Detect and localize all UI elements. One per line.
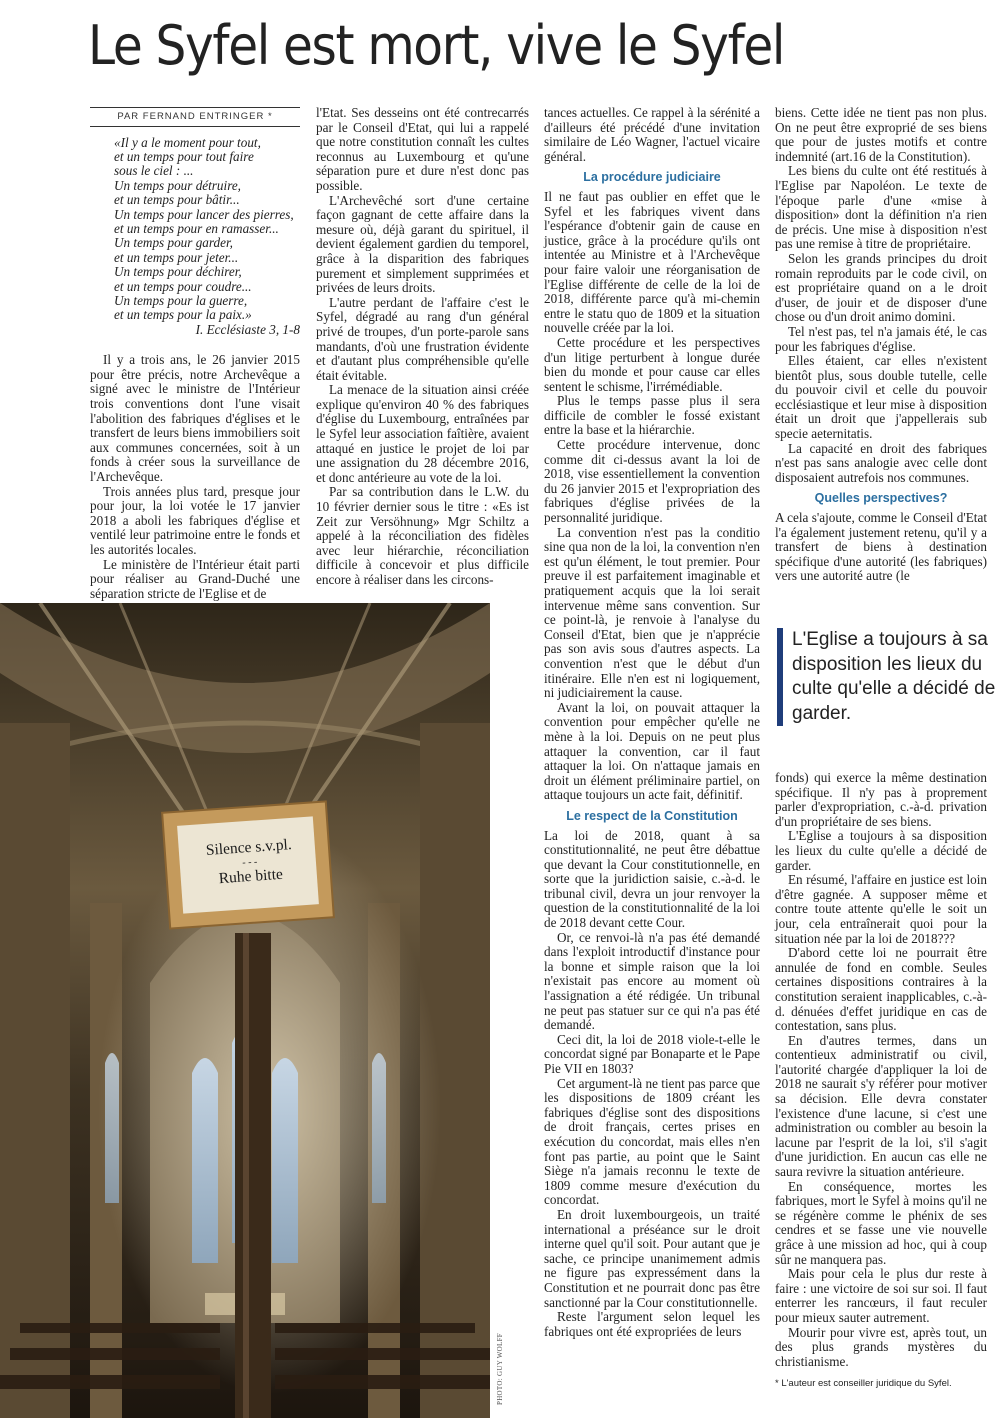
column-3 xyxy=(544,106,760,1339)
paragraph: biens. Cette idée ne tient pas non plus. On ne peut être exproprié de ses biens que pour de justes motifs et contre indemnité (art.16 de la Constitution). xyxy=(775,105,987,164)
column-4-bottom xyxy=(775,771,987,1392)
paragraph: Cette procédure et les perspectives d'un litige perturbent à longue durée bien du monde et pour cause car elles sentent le schisme, l'irrémédiable. xyxy=(544,334,760,394)
paragraph: La menace de la situation ainsi créée explique qu'environ 40 % des fabriques d'église du Luxembourg, entraînées par le Syfel leur association faîtière, avaient attaqué en justice le projet de loi par une assignation du 28 décembre 2016, et donc antérieure au vote de la loi. xyxy=(316,382,529,485)
sign-line-2: - - - xyxy=(241,856,258,869)
poem-line: et un temps pour tout faire xyxy=(114,149,254,164)
section-heading: Quelles perspectives? xyxy=(814,491,948,506)
paragraph: L'autre perdant de l'affaire c'est le Syfel, dégradé au rang d'un général privé de troupes, d'un porte-parole sans mandants, d'où une frustration évidente et d'autant plus compréhensible qu'elle était évitable. xyxy=(316,294,529,383)
paragraph: L'Eglise a toujours à sa disposition les lieux du culte qu'elle a décidé de garder. xyxy=(775,828,987,873)
poem-line: sous le ciel : ... xyxy=(114,163,194,179)
paragraph: L'Archevêché sort d'une certaine façon gagnant de cette affaire dans la mesure où, déjà garant du spirituel, il devient également gardien du temporel, grâce à la disparition des fabriques purement et simplement supprimées et privées de leurs droits. xyxy=(316,192,529,296)
paragraph: l'Etat. Ses desseins ont été contrecarrés par le Conseil d'Etat, qui lui a rappelé que notre constitution connaît les cultes reconnus au Luxembourg et qu'une séparation pure et dure n'est donc pas possible. xyxy=(316,105,529,193)
paragraph: Par sa contribution dans le L.W. du 10 février dernier sous le titre : «Es ist Zeit zur Versöhnung» Mgr Schiltz a appelé à la réconciliation des fidèles avec leur hiérarchie, réconciliation difficile à concevoir et plus difficile encore à réaliser dans les circons- xyxy=(316,484,529,587)
paragraph: Les biens du culte ont été restitués à l'Eglise par Napoléon. Le texte de l'époque parle d'une «mise à disposition» dont la définition n'a rien de précis. Une mise à disposition n'est pas une remise à titre de propriétaire. xyxy=(775,163,987,252)
paragraph: Il ne faut pas oublier en effet que le Syfel et les fabriques vivent dans l'espérance d'obtenir gain de cause en justice, grâce à la procédure qu'ils ont intentée au Ministre et à l'Archevêque pour faire valoir une réorganisation de l'Eglise différente de celle de la loi de 2018, différente parce qu'à mi-chemin entre le statu quo de 1809 et la situation nouvelle créée par la loi. xyxy=(544,188,760,336)
paragraph: Le ministère de l'Intérieur était parti pour réaliser au Grand-Duché une séparation stricte de l'Eglise et de xyxy=(90,556,300,601)
poem-line: Un temps pour déchirer, xyxy=(114,264,242,280)
poem-line: et un temps pour en ramasser... xyxy=(114,221,279,237)
poem-line: «Il y a le moment pour tout, xyxy=(114,134,261,150)
paragraph: tances actuelles. Ce rappel à la sérénité a d'ailleurs été précédé d'une invitation similaire de Léo Wagner, l'actuel vicaire général. xyxy=(544,105,760,164)
paragraph: A cela s'ajoute, comme le Conseil d'Etat l'a également justement retenu, qu'il y a transfert de biens à destination spécifique d'une autorité (les fabriques) vers une autorité autre (le xyxy=(775,510,987,584)
paragraph: Elles étaient, car elles n'existent bientôt plus, sous double tutelle, celle du pouvoir civil et celle du pouvoir ecclésiastique et leur mise à disposition était un droit que j'appellerais sub specie aeternitatis. xyxy=(775,353,987,442)
column-2 xyxy=(316,106,529,588)
paragraph: En conséquence, mortes les fabriques, mort le Syfel à moins qu'il ne se régénère comme le phénix de ses cendres et se fasse une vie nouvelle grâce à une mission ad hoc, qui à coup sûr ne manquera pas. xyxy=(775,1178,987,1267)
paragraph: Cette procédure intervenue, donc comme dit ci-dessus avant la loi de 2018, vise essentiellement la convention du 26 janvier 2015 et l'expropriation des fabriques d'église privées de la personnalité juridique. xyxy=(544,437,760,526)
paragraph: Ceci dit, la loi de 2018 viole-t-elle le concordat signé par Bonaparte et le Pape Pie VII en 1803? xyxy=(544,1031,760,1076)
poem-line: Un temps pour détruire, xyxy=(114,177,241,193)
paragraph: La convention n'est pas la conditio sine qua non de la loi, la convention n'en est qu'un élément, le tout premier. Pour preuve il est parfaitement imaginable et pratiquement acquis que la loi serait intervenue même sans convention. Sur ce point-là, je renvoie à l'analyse du Conseil d'Etat, bien que je n'apprécie pas son avis sous d'autres aspects. La convention n'est que le début d'un itinéraire. Elle n'en est ni logiquement, ni judiciairement la cause. xyxy=(544,524,760,701)
sign-line-3: Ruhe bitte xyxy=(218,865,284,888)
paragraph: En d'autres termes, dans un contentieux administratif ou civil, l'autorité chargée d'appliquer la loi de 2018 ne saurait s'y référer pour motiver sa décision. Elle devra constater l'existence d'une lacune, si c'est une administration ou combler au besoin la lacune par l'esprit de la loi, s'il s'agit d'une juridiction. En aucun cas elle ne saura revivre la situation antérieure. xyxy=(775,1032,987,1180)
section-heading: La procédure judiciaire xyxy=(583,170,721,185)
pull-quote: L'Eglise a toujours à sa disposition les lieux du culte qu'elle a décidé de garder. xyxy=(777,628,998,726)
section-heading: Le respect de la Constitution xyxy=(566,808,738,823)
poem-line: et un temps pour coudre... xyxy=(114,278,252,294)
paragraph: Trois années plus tard, presque jour pour jour, la loi votée le 17 janvier 2018 a aboli les fabriques d'église et ventilé leur patrimoine entre le fonds et les autorités locales. xyxy=(90,483,300,557)
poem-line: et un temps pour bâtir... xyxy=(114,192,240,208)
sign-line-1: Silence s.v.pl. xyxy=(205,836,293,860)
paragraph: La capacité en droit des fabriques n'est pas sans analogie avec celle dont disposaient autrefois nos communes. xyxy=(775,440,987,485)
poem-line: Un temps pour la guerre, xyxy=(114,293,248,309)
paragraph: Reste l'argument selon lequel les fabriques ont été expropriées de leurs xyxy=(544,1309,760,1339)
paragraph: Or, ce renvoi-là n'a pas été demandé dans l'exploit introductif d'instance pour la bonne et simple raison que la loi n'existait pas encore au moment où l'assignation a été rédigée. Un tribunal ne peut pas statuer sur ce qui n'a pas été demandé. xyxy=(544,929,760,1033)
paragraph: Plus le temps passe plus il sera difficile de combler le fossé existant entre la base et la hiérarchie. xyxy=(544,393,760,438)
church-interior-image xyxy=(0,603,490,1418)
paragraph: Selon les grands principes du droit romain reproduits par le code civil, on est propriétaire quand on a le droit d'user, de jouir et de disposer d'une chose ou d'un droit animo domini. xyxy=(775,250,987,325)
sign-text xyxy=(177,816,323,914)
paragraph: Avant la loi, on pouvait attaquer la convention pour empêcher qu'elle ne mène à la loi. Depuis on ne peut plus attaquer la convention, car il faut attaquer la loi. On n'attaque jamais en droit un élément préliminaire partiel, on attaque toujours un acte fait, définitif. xyxy=(544,699,760,803)
paragraph: En résumé, l'affaire en justice est loin d'être gagnée. A supposer même et contre toute attente qu'elle le soit un jour, cela entraînerait quoi pour la situation née par la loi de 2018??? xyxy=(775,872,987,946)
paragraph: Mourir pour vivre est, après tout, un des plus grands mystères du christianisme. xyxy=(775,1324,987,1369)
paragraph: En droit luxembourgeois, un traité international a préséance sur le droit interne quel qu'il soit. Pour autant que je sache, ce principe unanimement admis ne figure pas expressément dans la Constitution et ne pourrait donc pas être sanctionné par la Cour constitutionnelle. xyxy=(544,1206,760,1310)
byline: PAR FERNAND ENTRINGER * xyxy=(90,107,300,127)
column-1 xyxy=(90,107,300,601)
paragraph: fonds) qui exerce la même destination spécifique. Il n'y pas à proprement parler d'expropriation, c.-à-d. privation d'un propriétaire de ses biens. xyxy=(775,770,987,829)
poem-line: et un temps pour la paix.» xyxy=(114,307,252,323)
article-title: Le Syfel est mort, vive le Syfel xyxy=(88,14,785,77)
footnote: * L'auteur est conseiller juridique du Syfel. xyxy=(775,1378,952,1390)
poem-line: Un temps pour garder, xyxy=(114,235,233,251)
paragraph: La loi de 2018, quant à sa constitutionnalité, ne peut être débattue que devant la Cour constitutionnelle, en sorte que la juridiction saisie, c.-à-d. le tribunal civil, devra un jour renvoyer la question de la constitutionnalité de la loi de 2018 devant cette Cour. xyxy=(544,827,760,931)
paragraph: Mais pour cela le plus dur reste à faire : une victoire de soi sur soi. Il faut enterrer les rancœurs, il faut reculer pour mieux sauter autrement. xyxy=(775,1266,987,1325)
column-4-top xyxy=(775,106,987,584)
paragraph: Tel n'est pas, tel n'a jamais été, le cas pour les fabriques d'église. xyxy=(775,323,987,354)
epigraph-poem xyxy=(90,136,300,338)
church-photo xyxy=(0,603,490,1418)
paragraph: Il y a trois ans, le 26 janvier 2015 pour être précis, notre Archevêque a signé avec le ministre de l'Intérieur trois conventions dont l'une visait l'abolition des fabriques d'églises et le transfert de leurs biens immobiliers soit aux communes concernées, soit à un fonds à créer sous la surveillance de l'Archevêque. xyxy=(90,352,300,485)
paragraph: Cet argument-là ne tient pas parce que les dispositions de 1809 créant les fabriques d'église sont des dispositions de droit français, certes prises en exécution du concordat, mais elles n'en font pas partie, au point que le Saint Siège n'a jamais reconnu le texte de 1809 comme mesure d'exécution du concordat. xyxy=(544,1075,760,1208)
poem-line: et un temps pour jeter... xyxy=(114,249,239,265)
poem-line: Un temps pour lancer des pierres, xyxy=(114,206,294,222)
photo-credit: PHOTO: GUY WOLFF xyxy=(496,1333,504,1405)
paragraph: D'abord cette loi ne pourrait être annulée de fond en comble. Seules certaines dispositions contraires à la constitution seraient inapplicables, c.-à-d. dénuées d'effet juridique en cas de contestation, sans plus. xyxy=(775,945,987,1034)
poem-source: I. Ecclésiaste 3, 1-8 xyxy=(195,321,300,337)
